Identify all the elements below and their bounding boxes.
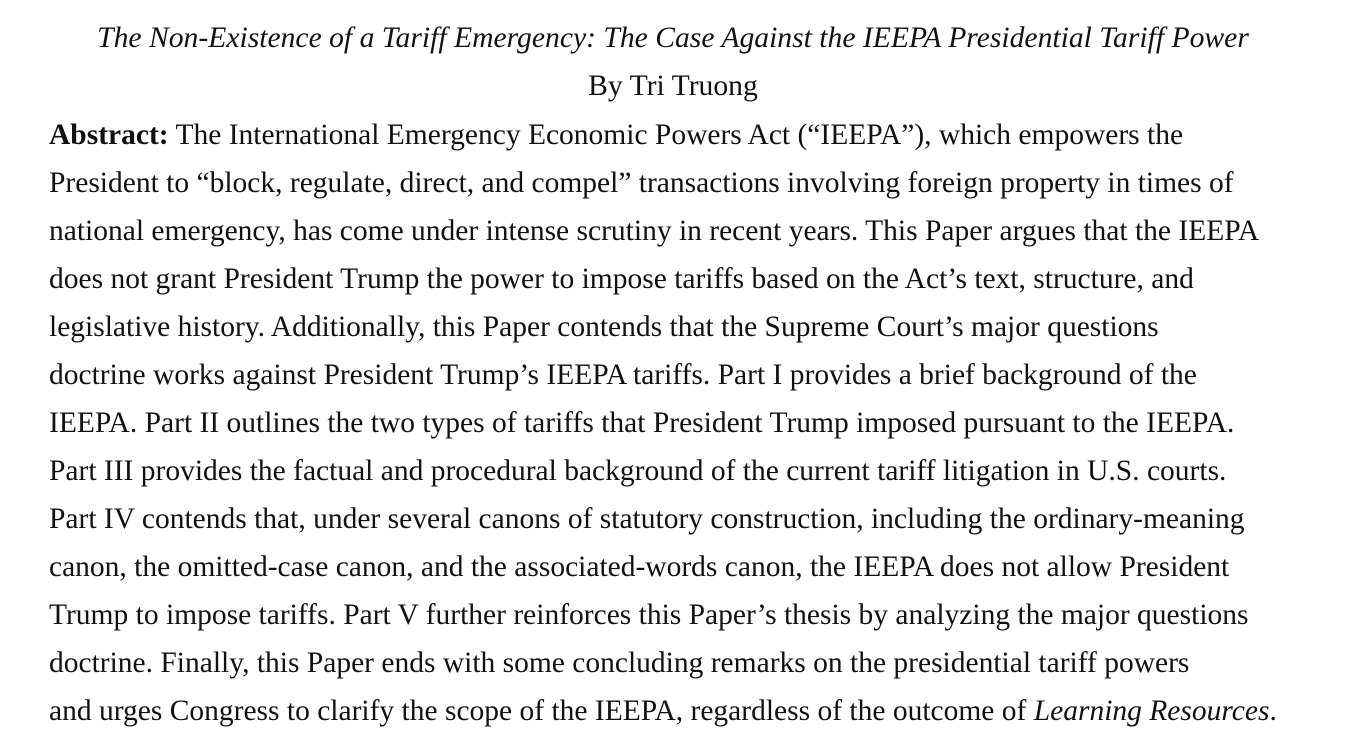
author-byline: By Tri Truong <box>588 70 758 102</box>
abstract-line <box>49 117 1183 153</box>
abstract-line: IEEPA. Part II outlines the two types of tariffs that President Trump imposed pursuant to the IEEPA. <box>49 407 1235 439</box>
abstract-line: national emergency, has come under intense scrutiny in recent years. This Paper argues that the IEEPA <box>49 215 1260 247</box>
abstract-line: doctrine works against President Trump’s IEEPA tariffs. Part I provides a brief background of the <box>49 359 1197 391</box>
abstract-line: canon, the omitted-case canon, and the associated-words canon, the IEEPA does not allow President <box>49 551 1230 583</box>
abstract-text: and urges Congress to clarify the scope of the IEEPA, regardless of the outcome of <box>49 695 1034 727</box>
abstract-line: Part III provides the factual and procedural background of the current tariff litigation in U.S. courts. <box>49 455 1227 487</box>
abstract-label: Abstract: <box>49 119 169 151</box>
abstract-line <box>49 693 1277 729</box>
abstract-text: The International Emergency Economic Powers Act (“IEEPA”), which empowers the <box>168 119 1184 151</box>
abstract-line: Part IV contends that, under several canons of statutory construction, including the ordinary-meaning <box>49 503 1245 535</box>
abstract-line: President to “block, regulate, direct, and compel” transactions involving foreign property in times of <box>49 167 1234 199</box>
paper-title: The Non-Existence of a Tariff Emergency: The Case Against the IEEPA Presidential Tariff Power <box>97 22 1249 54</box>
abstract-line: Trump to impose tariffs. Part V further reinforces this Paper’s thesis by analyzing the major questions <box>49 599 1249 631</box>
abstract-line: legislative history. Additionally, this Paper contends that the Supreme Court’s major questions <box>49 311 1159 343</box>
case-name: Learning Resources <box>1033 695 1270 727</box>
abstract-line: does not grant President Trump the power to impose tariffs based on the Act’s text, structure, and <box>49 263 1194 295</box>
abstract-text: . <box>1269 695 1277 727</box>
abstract-line: doctrine. Finally, this Paper ends with some concluding remarks on the presidential tariff powers <box>49 647 1190 679</box>
